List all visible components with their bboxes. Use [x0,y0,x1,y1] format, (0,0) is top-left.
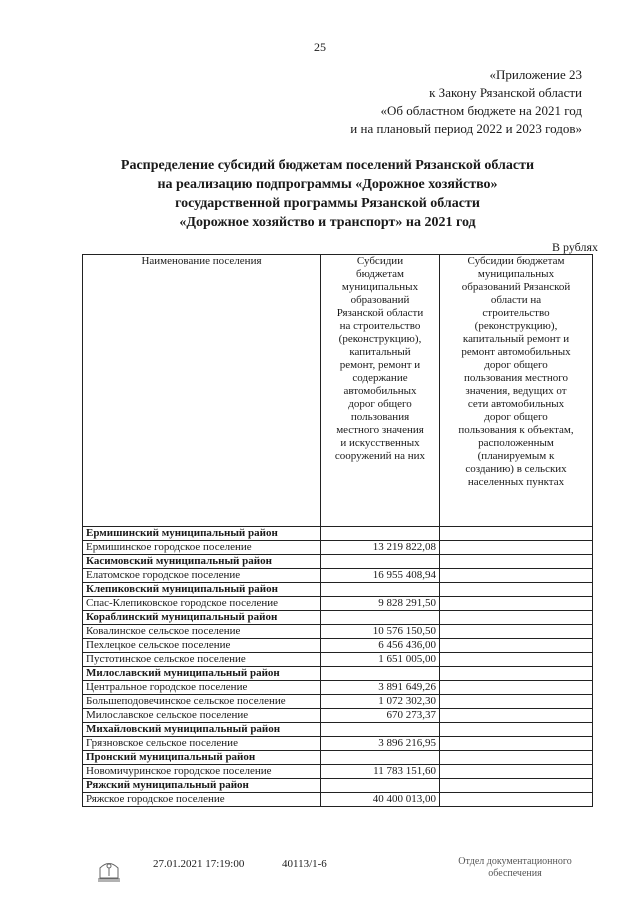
appendix-line: к Закону Рязанской области [429,85,582,100]
subsidy-rural-cell [440,625,593,639]
appendix-note [350,66,582,138]
settlement-row [83,737,593,751]
subsidy-maintenance-cell: 16 955 408,94 [321,569,440,583]
subsidy-rural-cell [440,541,593,555]
district-row [83,555,593,569]
settlement-row [83,569,593,583]
settlement-row [83,709,593,723]
settlement-name-cell: Ермишинский муниципальный район [83,527,321,541]
settlement-row [83,793,593,807]
subsidy-maintenance-cell [321,527,440,541]
subsidy-rural-cell [440,569,593,583]
column-header-name: Наименование поселения [83,255,321,527]
subsidy-maintenance-cell: 3 891 649,26 [321,681,440,695]
document-title [60,156,595,232]
settlement-name-cell: Клепиковский муниципальный район [83,583,321,597]
subsidy-rural-cell [440,667,593,681]
district-row [83,583,593,597]
header-text: Субсидии бюджетам муниципальных образований Рязанской области на строительство (реконструкцию), капитальный ремонт, ремонт и содержание автомобильных дорог общего пользования местного значения и искусственных сооружений на них [334,255,426,462]
settlement-row [83,541,593,555]
district-row [83,723,593,737]
subsidy-rural-cell [440,653,593,667]
title-line: на реализацию подпрограммы «Дорожное хозяйство» [157,177,498,192]
settlement-name-cell: Ковалинское сельское поселение [83,625,321,639]
subsidy-maintenance-cell [321,779,440,793]
subsidy-maintenance-cell: 13 219 822,08 [321,541,440,555]
title-line: государственной программы Рязанской области [175,196,480,211]
currency-note: В рублях [551,240,598,254]
settlement-name-cell: Ряжский муниципальный район [83,779,321,793]
appendix-line: «Приложение 23 [489,67,582,82]
settlement-name-cell: Большеподовечинское сельское поселение [83,695,321,709]
settlement-name-cell: Милославский муниципальный район [83,667,321,681]
coat-of-arms-icon [94,854,124,884]
settlement-row [83,653,593,667]
table-header-row [83,255,593,527]
settlement-name-cell: Кораблинский муниципальный район [83,611,321,625]
settlement-name-cell: Новомичуринское городское поселение [83,765,321,779]
subsidy-rural-cell [440,681,593,695]
page-number: 25 [314,40,326,54]
settlement-row [83,639,593,653]
settlement-name-cell: Милославское сельское поселение [83,709,321,723]
settlement-name-cell: Елатомское городское поселение [83,569,321,583]
subsidy-rural-cell [440,793,593,807]
subsidy-maintenance-cell: 1 072 302,30 [321,695,440,709]
subsidy-maintenance-cell [321,611,440,625]
subsidy-rural-cell [440,723,593,737]
subsidy-rural-cell [440,639,593,653]
stamp-line: Отдел документационного [458,856,572,867]
registration-stamp [440,856,590,880]
subsidy-maintenance-cell: 11 783 151,60 [321,765,440,779]
subsidy-maintenance-cell [321,555,440,569]
subsidy-rural-cell [440,527,593,541]
subsidy-maintenance-cell [321,751,440,765]
subsidy-rural-cell [440,695,593,709]
subsidy-rural-cell [440,765,593,779]
district-row [83,611,593,625]
subsidy-rural-cell [440,737,593,751]
settlement-name-cell: Центральное городское поселение [83,681,321,695]
settlement-name-cell: Михайловский муниципальный район [83,723,321,737]
settlement-row [83,681,593,695]
settlement-name-cell: Спас-Клепиковское городское поселение [83,597,321,611]
subsidy-rural-cell [440,583,593,597]
subsidy-maintenance-cell: 1 651 005,00 [321,653,440,667]
settlement-name-cell: Касимовский муниципальный район [83,555,321,569]
column-header-subsidy-rural [440,255,593,527]
footer-code: 40113/1-6 [282,858,327,870]
settlement-name-cell: Пустотинское сельское поселение [83,653,321,667]
settlement-row [83,625,593,639]
district-row [83,779,593,793]
stamp-line: обеспечения [488,868,542,879]
settlement-name-cell: Ряжское городское поселение [83,793,321,807]
subsidy-maintenance-cell [321,723,440,737]
settlement-name-cell: Грязновское сельское поселение [83,737,321,751]
subsidy-maintenance-cell: 10 576 150,50 [321,625,440,639]
district-row [83,667,593,681]
settlement-row [83,765,593,779]
header-text: Субсидии бюджетам муниципальных образований Рязанской области на строительство (реконструкцию), капитальный ремонт и ремонт автомобильных дорог общего пользования местного значения, ведущих от сети автомобильных дорог общего пользования к объектам, расположенным (планируемым к созданию) в сельских населенных пунктах [458,255,574,488]
footer-date: 27.01.2021 17:19:00 [153,858,245,870]
subsidy-rural-cell [440,555,593,569]
settlement-name-cell: Ермишинское городское поселение [83,541,321,555]
appendix-line: «Об областном бюджете на 2021 год [380,103,582,118]
title-line: «Дорожное хозяйство и транспорт» на 2021 год [179,215,476,230]
subsidy-maintenance-cell: 40 400 013,00 [321,793,440,807]
settlement-row [83,597,593,611]
subsidy-maintenance-cell: 670 273,37 [321,709,440,723]
settlement-name-cell: Пронский муниципальный район [83,751,321,765]
subsidy-rural-cell [440,611,593,625]
subsidy-maintenance-cell [321,583,440,597]
subsidy-maintenance-cell: 3 896 216,95 [321,737,440,751]
district-row [83,751,593,765]
subsidy-maintenance-cell: 6 456 436,00 [321,639,440,653]
appendix-line: и на плановый период 2022 и 2023 годов» [350,121,582,136]
settlement-name-cell: Пехлецкое сельское поселение [83,639,321,653]
subsidy-maintenance-cell: 9 828 291,50 [321,597,440,611]
settlement-row [83,695,593,709]
subsidy-rural-cell [440,751,593,765]
district-row [83,527,593,541]
subsidy-rural-cell [440,779,593,793]
subsidy-rural-cell [440,709,593,723]
subsidy-rural-cell [440,597,593,611]
column-header-subsidy-maintenance [321,255,440,527]
table-body [83,527,593,807]
footer [0,856,640,896]
subsidy-maintenance-cell [321,667,440,681]
title-line: Распределение субсидий бюджетам поселений Рязанской области [120,158,535,173]
subsidy-table [82,254,593,807]
